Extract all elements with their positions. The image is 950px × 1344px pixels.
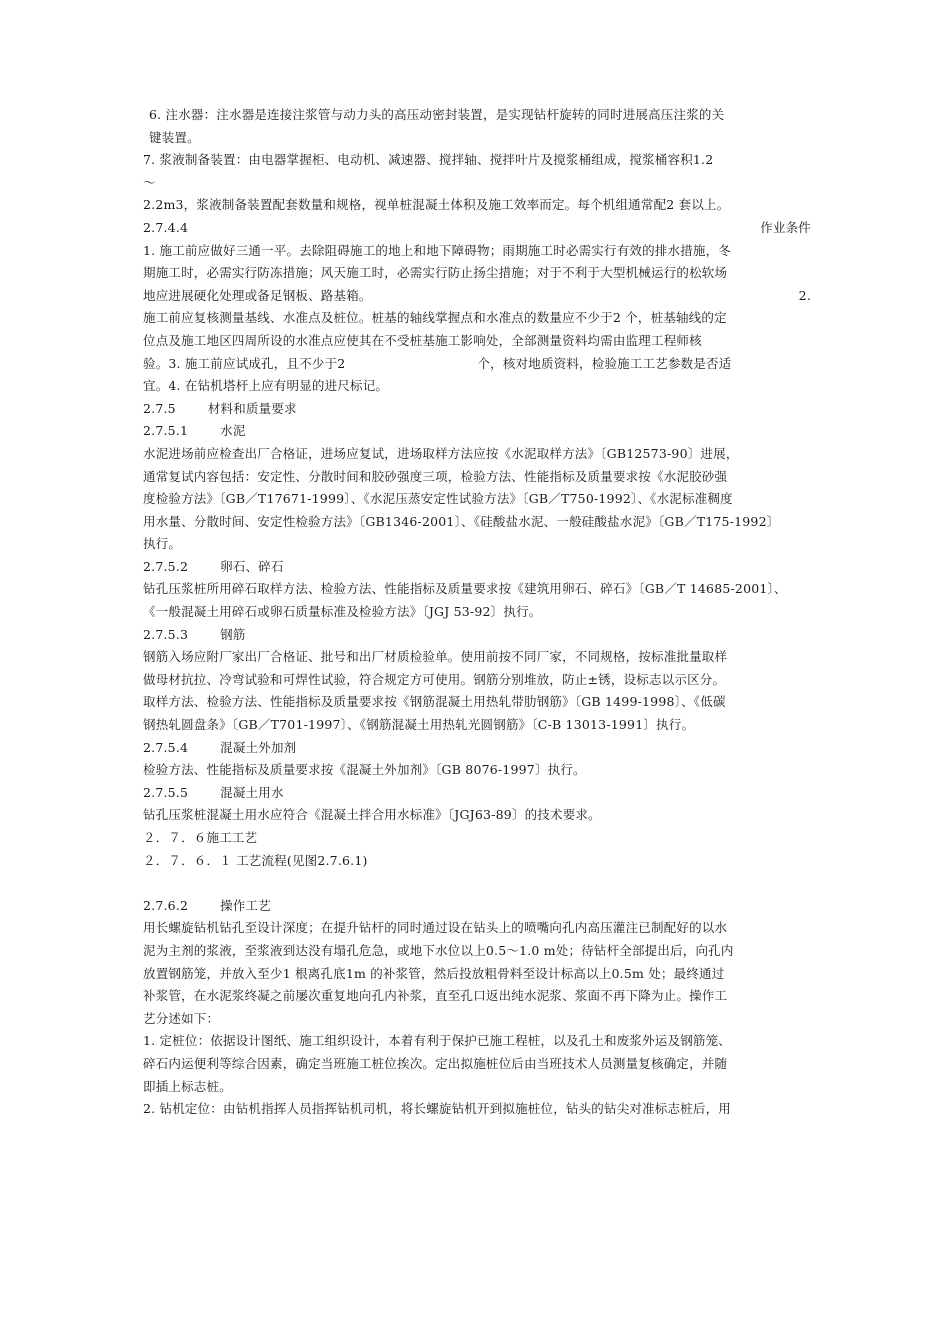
para-7-line-3: 2.2m3，浆液制备装置配套数量和规格，视单桩混凝土体积及施工效率而定。每个机组通常配2 套以上。 — [143, 197, 730, 213]
heading-number: 2.7.6.2 — [143, 897, 189, 913]
conditions-line-1: 1. 施工前应做好三通一平。去除阻碍施工的地上和地下障碍物；雨期施工时必需实行有效的排水措施，冬 — [143, 242, 732, 258]
process-line-3: 放置钢筋笼，并放入至少1 根离孔底1m 的补浆管，然后投放粗骨料至设计标高以上0.5m 处；最终通过 — [143, 965, 725, 981]
heading-title: 混凝土外加剂 — [220, 739, 297, 755]
conditions-line-3 — [143, 285, 815, 308]
conditions-line-7: 宜。4. 在钻机塔杆上应有明显的进尺标记。 — [143, 378, 389, 394]
process-line-5: 艺分述如下： — [143, 1010, 220, 1026]
conditions-line-3-right: 2. — [798, 287, 811, 303]
step-2-line-1: 2. 钻机定位：由钻机指挥人员指挥钻机司机，将长螺旋钻机开到拟施桩位，钻头的钻尖对准标志桩后，用 — [143, 1101, 732, 1117]
heading-2-7-6-2 — [143, 895, 815, 918]
step-1-line-2: 碎石内运便利等综合因素，确定当班施工桩位挨次。定出拟施桩位后由当班技术人员测量复核确定，并随 — [143, 1055, 728, 1071]
heading-2-7-5-5 — [143, 782, 815, 805]
rebar-line-2: 做母材抗拉、冷弯试验和可焊性试验，符合规定方可使用。钢筋分别堆放，防止±锈，设标志以示区分。 — [143, 671, 726, 687]
heading-title: 水泥 — [220, 423, 246, 439]
heading-2-7-5-2 — [143, 556, 815, 579]
conditions-line-2: 期施工时，必需实行防冻措施；风天施工时，必需实行防止扬尘措施；对于不利于大型机械运行的松软场 — [143, 265, 728, 281]
rebar-line-1: 钢筋入场应附厂家出厂合格证、批号和出厂材质检验单。使用前按不同厂家，不同规格，按标准批量取样 — [143, 649, 728, 665]
cement-line-3: 度检验方法》〔GB／T17671-1999〕、《水泥压蒸安定性试验方法》〔GB／T750-1992〕、《水泥标准稠度 — [143, 491, 733, 507]
heading-number: 2.7.5.1 — [143, 423, 189, 439]
conditions-line-6 — [143, 353, 815, 376]
process-line-1: 用长螺旋钻机钻孔至设计深度；在提升钻杆的同时通过设在钻头上的喷嘴向孔内高压灌注已制配好的以水 — [143, 920, 728, 936]
admixture-line-1: 检验方法、性能指标及质量要求按《混凝土外加剂》〔GB 8076-1997〕执行。 — [143, 762, 586, 778]
heading-2-7-5-1 — [143, 420, 815, 443]
step-1-line-3: 即插上标志桩。 — [143, 1078, 232, 1094]
heading-number: 2.7.5.3 — [143, 626, 189, 642]
cement-line-4: 用水量、分散时间、安定性检验方法》〔GB1346-2001〕、《硅酸盐水泥、一般硅酸盐水泥》〔GB／T175-1992〕 — [143, 513, 780, 529]
heading-number: 2.7.5 — [143, 400, 176, 416]
conditions-line-6-left: 验。3. 施工前应试成孔，且不少于2 — [143, 355, 346, 371]
heading-number: 2.7.4.4 — [143, 219, 189, 235]
process-line-4: 补浆管，在水泥浆终凝之前屡次重复地向孔内补浆，直至孔口返出纯水泥浆、浆面不再下降为止。操作工 — [143, 988, 728, 1004]
heading-title: 混凝土用水 — [220, 784, 284, 800]
para-7-line-1: 7. 浆液制备装置：由电器掌握柜、电动机、减速器、搅拌轴、搅拌叶片及搅浆桶组成，搅浆桶容积1.2 — [143, 152, 714, 168]
cement-line-2: 通常复试内容包括：安定性、分散时间和胶砂强度三项，检验方法、性能指标及质量要求按《水泥胶砂强 — [143, 468, 728, 484]
step-1-line-1: 1. 定桩位：依据设计图纸、施工组织设计，本着有利于保护已施工程桩，以及孔土和废浆外运及钢筋笼、 — [143, 1033, 732, 1049]
heading-2-7-6-1: ２．７．６．１ 工艺流程(见图2.7.6.1) — [143, 852, 368, 868]
rebar-line-4: 钢热轧圆盘条》〔GB／T701-1997〕、《钢筋混凝土用热轧光圆钢筋》〔C-B 13013-1991〕执行。 — [143, 717, 695, 733]
figure-placeholder-gap — [143, 872, 815, 895]
process-line-2: 泥为主剂的浆液，至浆液到达没有塌孔危急，或地下水位以上0.5～1.0 m处；待钻杆全部提出后，向孔内 — [143, 942, 734, 958]
cement-line-5: 执行。 — [143, 536, 182, 552]
heading-title: 卵石、碎石 — [220, 558, 284, 574]
heading-title: 钢筋 — [220, 626, 246, 642]
document-page — [143, 104, 815, 1121]
heading-number: 2.7.5.4 — [143, 739, 189, 755]
para-6-line-2: 键装置。 — [149, 129, 200, 145]
heading-number: 2.7.5.2 — [143, 558, 189, 574]
heading-title: 作业条件 — [760, 219, 811, 235]
heading-2-7-6: ２．７．６施工工艺 — [143, 830, 258, 845]
gravel-line-2: 《一般混凝土用碎石或卵石质量标准及检验方法》〔JGJ 53-92〕执行。 — [143, 604, 542, 620]
conditions-line-6-right: 个，核对地质资料，检验施工工艺参数是否适 — [477, 355, 732, 371]
conditions-line-3-left: 地应进展硬化处理或备足钢板、路基箱。 — [143, 287, 372, 303]
water-line-1: 钻孔压浆桩混凝土用水应符合《混凝土拌合用水标准》〔JGJ63-89〕的技术要求。 — [143, 807, 601, 823]
cement-line-1: 水泥进场前应检查出厂合格证，进场应复试，进场取样方法应按《水泥取样方法》〔GB12573-90〕进展， — [143, 445, 739, 461]
conditions-line-5: 位点及施工地区四周所设的水准点应使其在不受桩基施工影响处，全部测量资料均需由监理工程师核 — [143, 332, 702, 348]
gravel-line-1: 钻孔压浆桩所用碎石取样方法、检验方法、性能指标及质量要求按《建筑用卵石、碎石》〔GB／T 14685-2001〕、 — [143, 581, 787, 597]
heading-title: 操作工艺 — [220, 897, 271, 913]
heading-2-7-5-3 — [143, 624, 815, 647]
para-6-line-1: 6. 注水器：注水器是连接注浆管与动力头的高压动密封装置，是实现钻杆旋转的同时进展高压注浆的关 — [149, 107, 725, 122]
heading-number: 2.7.5.5 — [143, 784, 189, 800]
heading-title: 材料和质量要求 — [207, 400, 297, 416]
para-7-line-2: ～ — [143, 174, 156, 190]
rebar-line-3: 取样方法、检验方法、性能指标及质量要求按《钢筋混凝土用热轧带肋钢筋》〔GB 1499-1998〕、《低碳 — [143, 694, 726, 710]
heading-2-7-5-4 — [143, 737, 815, 760]
heading-2-7-4-4 — [143, 217, 815, 240]
heading-2-7-5 — [143, 398, 815, 421]
conditions-line-4: 施工前应复核测量基线、水准点及桩位。桩基的轴线掌握点和水准点的数量应不少于2 个，桩基轴线的定 — [143, 310, 727, 326]
